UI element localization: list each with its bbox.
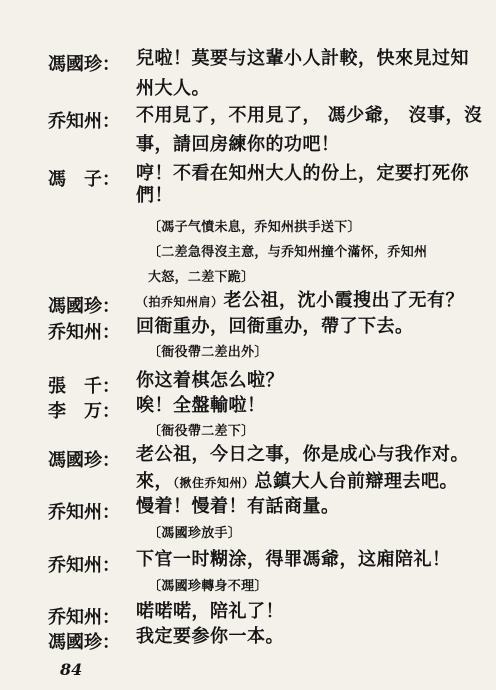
stage-direction: 〔衙役帶二差下〕 [148, 424, 255, 439]
dialogue-line: 老公祖，今日之事，你是成心与我作对。 [136, 444, 469, 465]
dialogue-line: 們！ [136, 185, 173, 206]
dialogue-line: 慢着！慢着！有話商量。 [136, 496, 340, 517]
speaker-name: 張 千： [48, 376, 120, 397]
stage-direction: 〔二差急得沒主意，与乔知州撞个滿怀，乔知州 [148, 245, 428, 260]
speaker-name: 馮 子： [48, 169, 120, 190]
dialogue-line [136, 473, 458, 491]
speaker-name: 乔知州： [48, 322, 120, 343]
inline-stage-direction: （揪住乔知州） [173, 476, 255, 490]
dialogue-line: 喏喏喏，陪礼了！ [136, 601, 284, 622]
speaker-name: 乔知州： [48, 607, 120, 628]
dialogue-line: 兒啦！莫要与这輩小人計較，快來見过知 [136, 48, 469, 69]
dialogue-line: 下官一时糊涂，得罪馮爺，这廂陪礼！ [136, 549, 451, 570]
stage-direction: 〔馮國珍放手〕 [148, 526, 242, 541]
inline-stage-direction: （拍乔知州肩） [136, 295, 224, 309]
dialogue-text: 老公祖，沈小霞搜出了无有？ [223, 290, 465, 311]
speaker-name: 馮國珍： [48, 450, 120, 471]
dialogue-line: 哼！不看在知州大人的份上，定要打死你 [136, 163, 469, 184]
stage-direction: 〔馮子气憤未息，乔知州拱手送下〕 [148, 220, 361, 235]
dialogue-line: 不用見了，不用見了， 馮少爺， 沒事，沒 [136, 105, 483, 126]
page-number: 84 [60, 660, 83, 679]
speaker-name: 乔知州： [48, 502, 120, 523]
stage-direction: 大怒，二差下跪〕 [148, 270, 255, 285]
dialogue-text: 总鎮大人台前辯理去吧。 [254, 471, 459, 492]
speaker-name: 馮國珍： [48, 296, 120, 317]
speaker-name: 馮國珍： [48, 54, 120, 75]
dialogue-line: 我定要参你一本。 [136, 626, 284, 647]
speaker-name: 乔知州： [48, 111, 120, 132]
dialogue-line: 州大人。 [136, 78, 210, 99]
stage-direction: 〔衙役帶二差出外〕 [148, 345, 268, 360]
speaker-name: 乔知州： [48, 555, 120, 576]
stage-direction: 〔馮國珍轉身不理〕 [148, 579, 268, 594]
dialogue-line: 回衙重办，回衙重办，帶了下去。 [136, 316, 414, 337]
dialogue-line: 事，請回房練你的功吧！ [136, 134, 340, 155]
dialogue-line [136, 292, 464, 310]
speaker-name: 馮國珍： [48, 632, 120, 653]
speaker-name: 李 万： [48, 401, 120, 422]
dialogue-text: 來， [136, 471, 173, 492]
dialogue-line: 你这着棋怎么啦？ [136, 370, 284, 391]
dialogue-line: 唉！全盤輸啦！ [136, 395, 266, 416]
